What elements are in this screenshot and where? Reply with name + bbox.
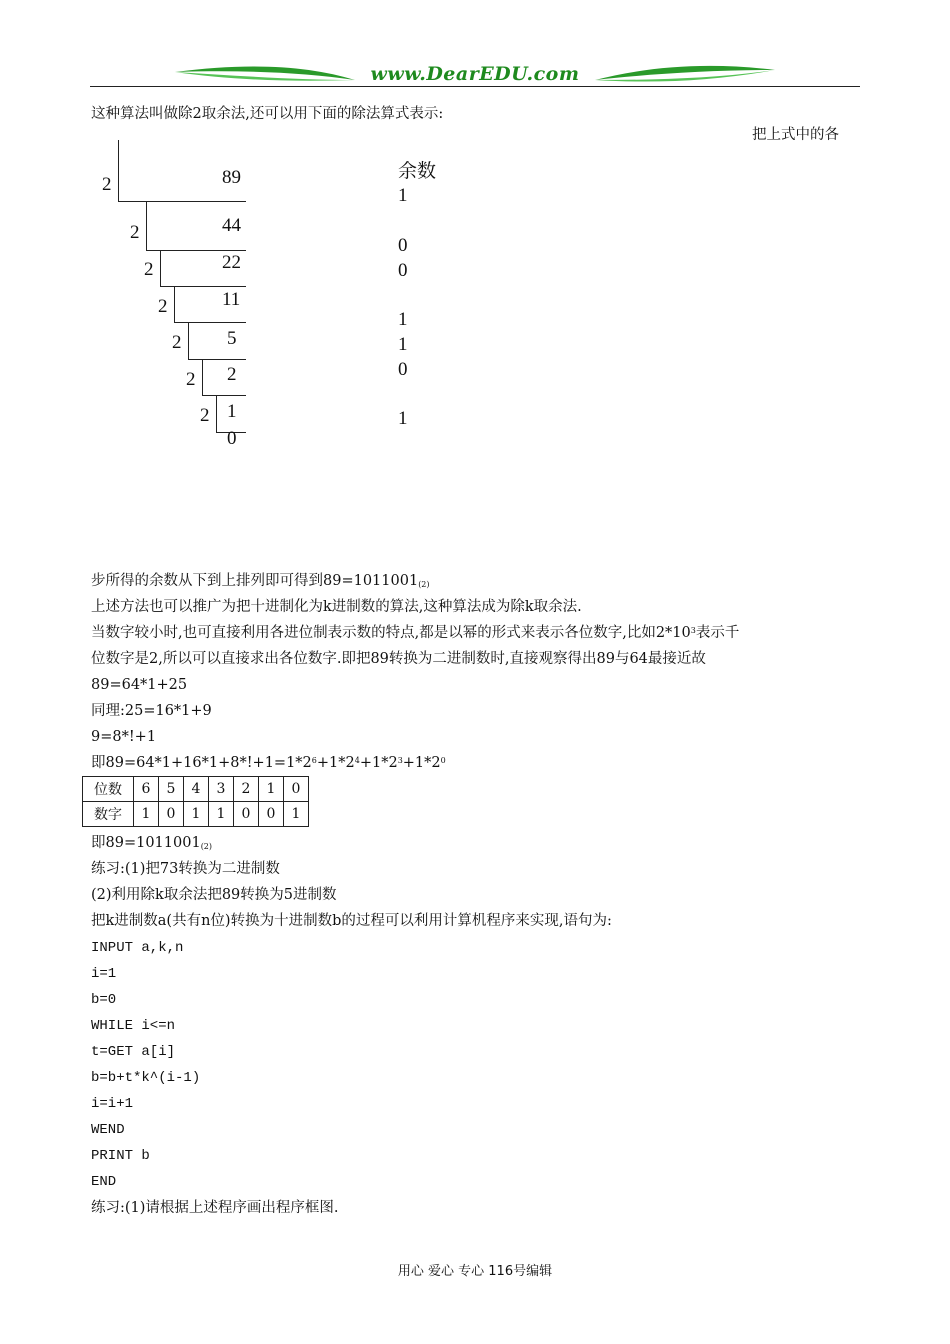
divisor: 2 xyxy=(200,405,210,426)
text-line: 同理:25=16*1+9 xyxy=(91,703,212,719)
text-line: 把k进制数a(共有n位)转换为十进制数b的过程可以利用计算机程序来实现,语句为: xyxy=(91,913,612,929)
remainder: 1 xyxy=(398,185,408,206)
text-line: (2)利用除k取余法把89转换为5进制数 xyxy=(91,887,337,903)
table-header-cell: 数字 xyxy=(83,802,134,827)
remainder: 0 xyxy=(398,235,408,256)
quotient: 2 xyxy=(227,364,237,385)
divisor: 2 xyxy=(158,296,168,317)
text-line: 9=8*!+1 xyxy=(91,729,157,745)
right-note: 把上式中的各 xyxy=(752,127,839,143)
table-row xyxy=(83,777,309,802)
code-line: END xyxy=(91,1174,117,1190)
table-cell: 1 xyxy=(184,802,209,827)
text-line: 当数字较小时,也可直接利用各进位制表示数的特点,都是以幂的形式来表示各位数字,比如$2*10^3$表示千 xyxy=(91,625,740,641)
text-line: 即$89=1011001_{(2)}$ xyxy=(91,835,213,851)
code-line: i=i+1 xyxy=(91,1096,134,1112)
divisor: 2 xyxy=(102,174,112,195)
text-line: 位数字是2,所以可以直接求出各位数字.即把89转换为二进制数时,直接观察得出89与64最接近故 xyxy=(91,651,706,667)
table-cell: 0 xyxy=(259,802,284,827)
binary-place-table xyxy=(82,776,309,827)
quotient: 22 xyxy=(222,252,241,273)
table-cell: 3 xyxy=(209,777,234,802)
page-footer: 用心 爱心 专心 116号编辑 xyxy=(397,1264,553,1279)
quotient: 89 xyxy=(222,167,241,188)
table-header-cell: 位数 xyxy=(83,777,134,802)
table-cell: 1 xyxy=(259,777,284,802)
table-cell: 1 xyxy=(134,802,159,827)
divisor: 2 xyxy=(130,222,140,243)
code-line: WEND xyxy=(91,1122,125,1138)
remainder: 0 xyxy=(398,359,408,380)
table-cell: 1 xyxy=(284,802,309,827)
quotient: 11 xyxy=(222,289,241,310)
intro-text: 这种算法叫做除2取余法,还可以用下面的除法算式表示: xyxy=(91,106,444,122)
text-line: 练习:(1)把73转换为二进制数 xyxy=(91,861,280,877)
remainder: 1 xyxy=(398,309,408,330)
header-divider xyxy=(90,86,860,87)
remainder: 1 xyxy=(398,408,408,429)
final-quotient: 0 xyxy=(227,428,237,449)
remainder-title: 余数 xyxy=(398,161,437,182)
table-cell: 5 xyxy=(159,777,184,802)
table-cell: 6 xyxy=(134,777,159,802)
table-cell: 1 xyxy=(209,802,234,827)
quotient: 44 xyxy=(222,215,241,236)
table-cell: 0 xyxy=(284,777,309,802)
text-line: 89=64*1+25 xyxy=(91,677,188,693)
quotient: 5 xyxy=(227,328,237,349)
code-line: INPUT a,k,n xyxy=(91,940,184,956)
exercise-text: 练习:(1)请根据上述程序画出程序框图. xyxy=(91,1200,339,1216)
table-row xyxy=(83,802,309,827)
code-line: b=b+t*k^(i-1) xyxy=(91,1070,201,1086)
code-line: PRINT b xyxy=(91,1148,150,1164)
divisor: 2 xyxy=(144,259,154,280)
remainder: 1 xyxy=(398,334,408,355)
remainder: 0 xyxy=(398,260,408,281)
text-line: 上述方法也可以推广为把十进制化为k进制数的算法,这种算法成为除k取余法. xyxy=(91,599,582,615)
code-line: b=0 xyxy=(91,992,117,1008)
code-line: t=GET a[i] xyxy=(91,1044,176,1060)
table-cell: 0 xyxy=(159,802,184,827)
quotient: 1 xyxy=(227,401,237,422)
code-line: i=1 xyxy=(91,966,117,982)
table-cell: 2 xyxy=(234,777,259,802)
code-line: WHILE i<=n xyxy=(91,1018,176,1034)
text-line: 即$89=64*1+16*1+8*!+1=1*2^6+1*2^4+1*2^3+1*2^0$ xyxy=(91,755,446,771)
divisor: 2 xyxy=(172,332,182,353)
header-logo-text: www.DearEDU.com xyxy=(370,63,580,85)
divisor: 2 xyxy=(186,369,196,390)
table-cell: 4 xyxy=(184,777,209,802)
table-cell: 0 xyxy=(234,802,259,827)
text-line: 步所得的余数从下到上排列即可得到$89=1011001_{(2)}$ xyxy=(91,573,430,589)
